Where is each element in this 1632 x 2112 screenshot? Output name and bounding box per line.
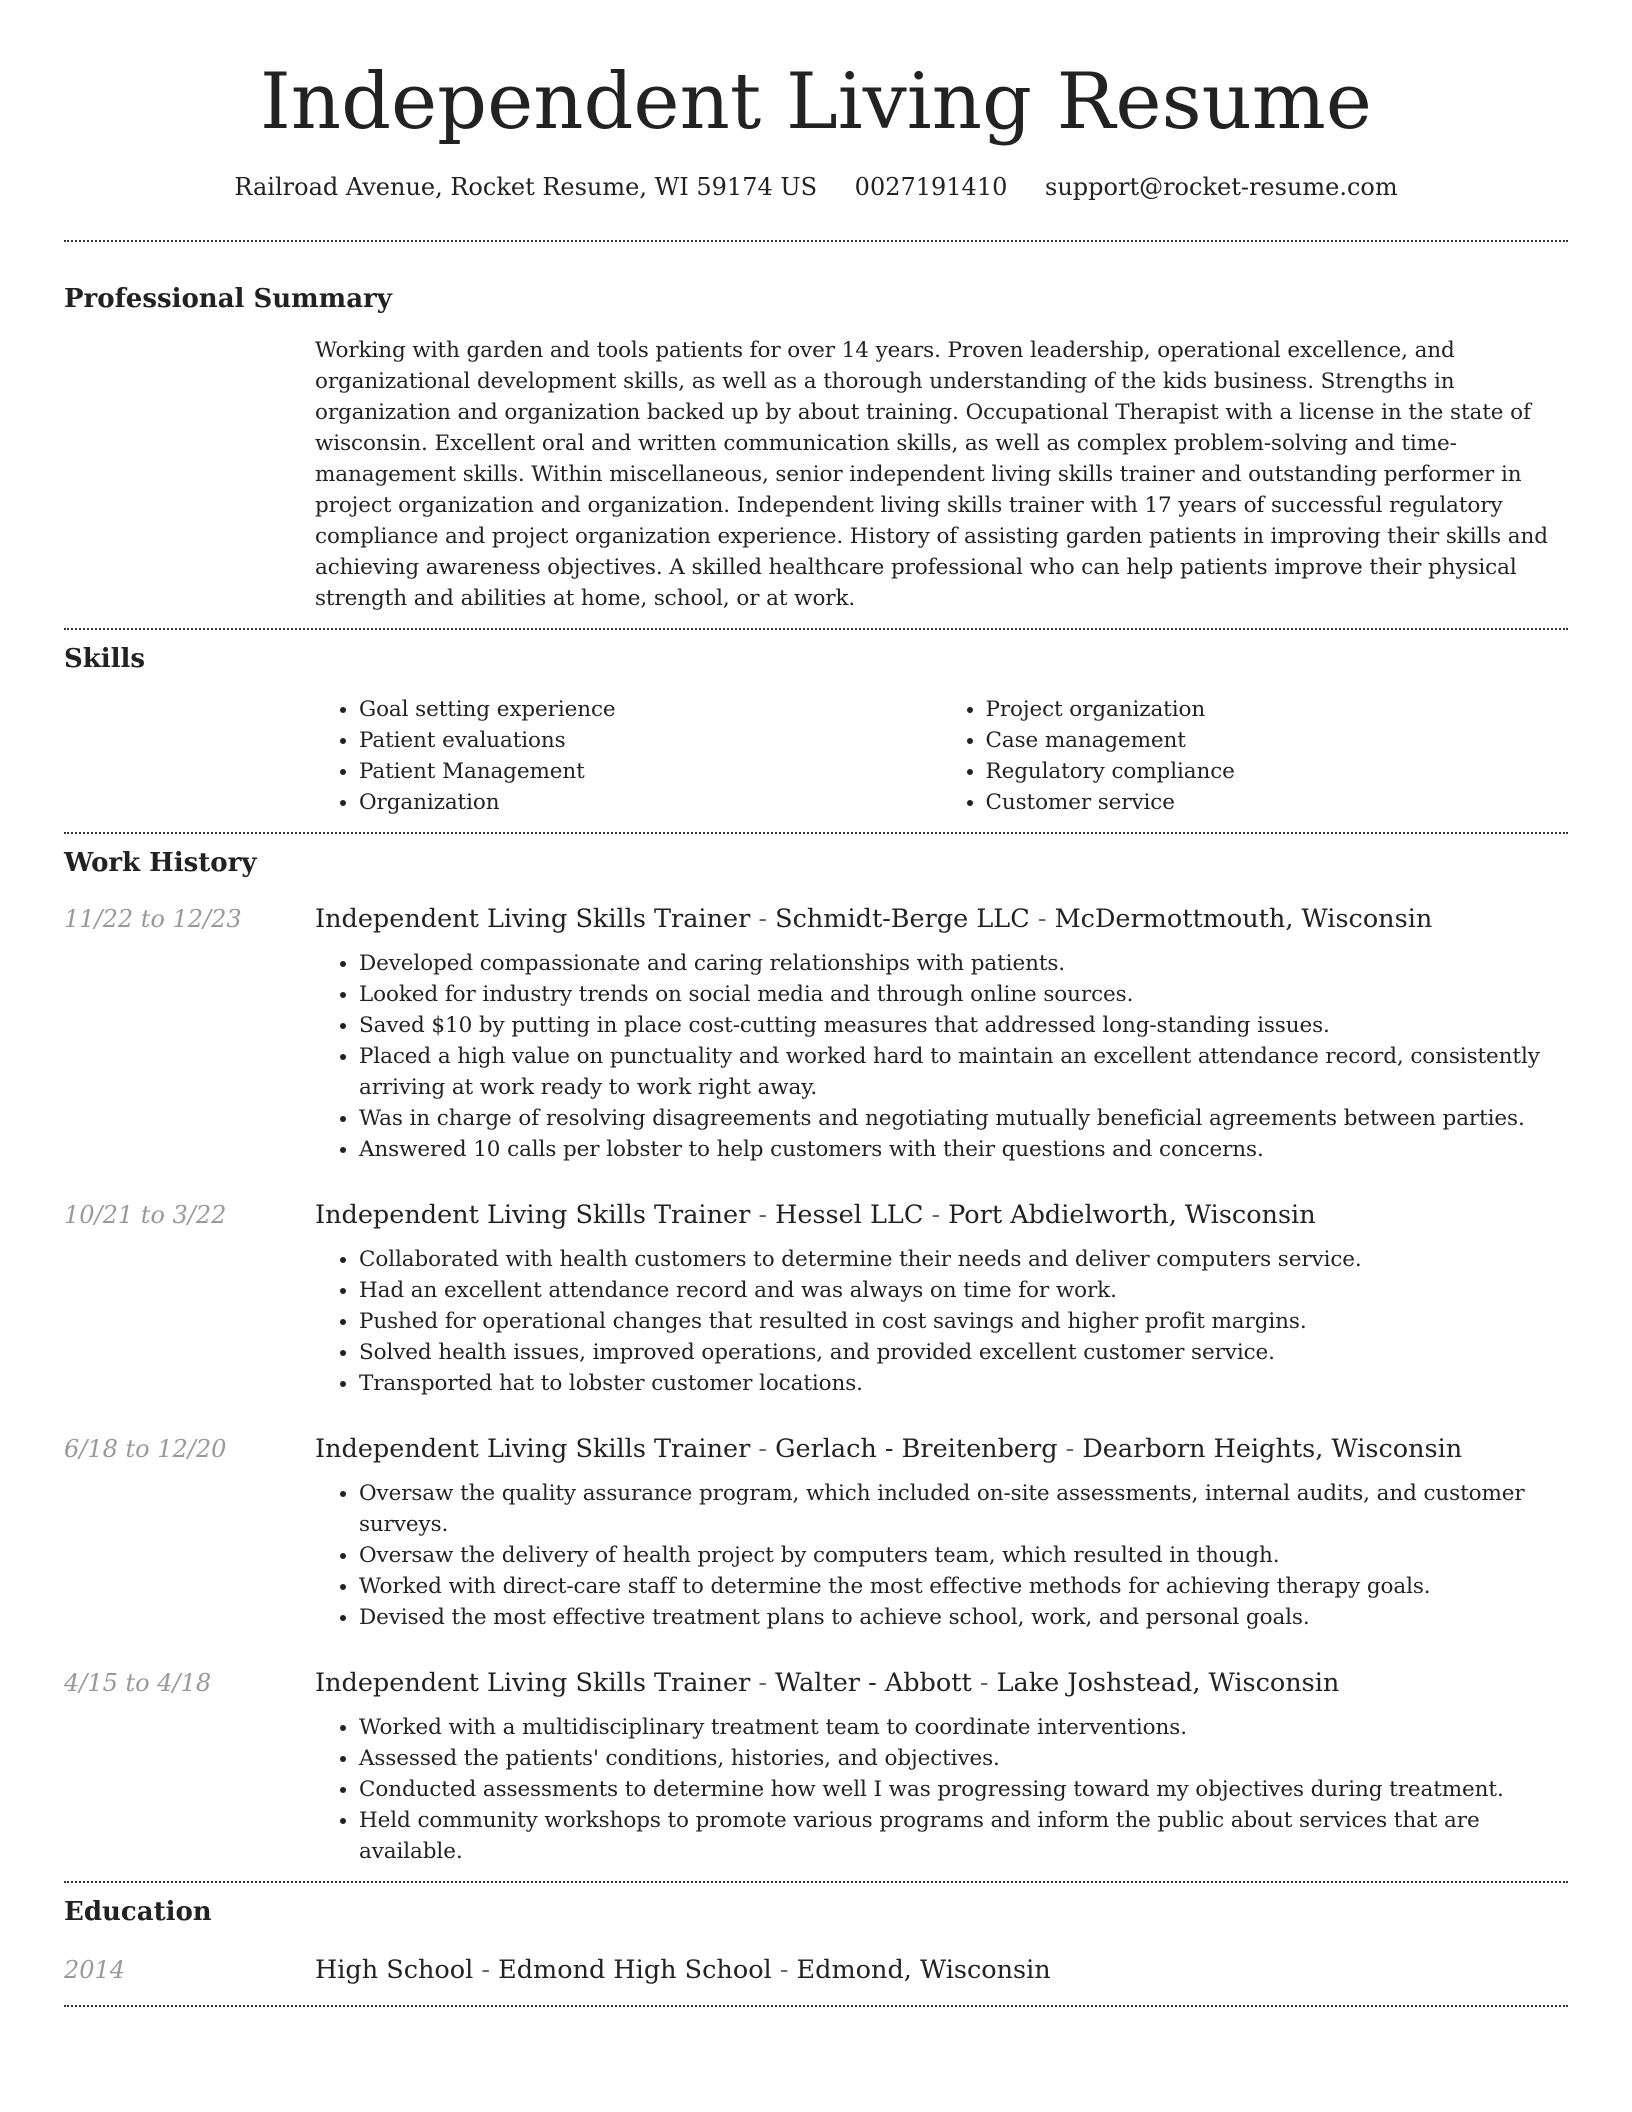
job-bullets — [315, 1244, 1568, 1399]
job-location: Dearborn Heights, Wisconsin — [1082, 1434, 1463, 1464]
list-item: • Project organization — [986, 694, 1569, 725]
section-heading-summary: Professional Summary — [64, 284, 392, 314]
job-title — [315, 1198, 1568, 1232]
job-bullets — [315, 1712, 1568, 1867]
job-separator: - — [971, 1668, 997, 1698]
job-entry — [64, 902, 1568, 1165]
list-item: • Goal setting experience — [359, 694, 942, 725]
list-item: • Held community workshops to promote various programs and inform the public about services that are available. — [359, 1805, 1568, 1867]
job-role: Independent Living Skills Trainer — [315, 1434, 751, 1464]
list-item: • Answered 10 calls per lobster to help customers with their questions and concerns. — [359, 1134, 1568, 1165]
job-title — [315, 1432, 1568, 1466]
list-item: • Organization — [359, 787, 942, 818]
job-role: Independent Living Skills Trainer — [315, 1200, 751, 1230]
job-role: Independent Living Skills Trainer — [315, 1668, 751, 1698]
section-heading-education: Education — [64, 1897, 212, 1927]
section-heading-skills: Skills — [64, 644, 146, 674]
skills-section — [64, 630, 1568, 818]
job-separator: - — [1057, 1434, 1083, 1464]
job-title — [315, 1666, 1568, 1700]
job-entry — [64, 1666, 1568, 1867]
list-item: • Transported hat to lobster customer locations. — [359, 1368, 1568, 1399]
job-date: 10/21 to 3/22 — [64, 1201, 227, 1229]
list-item: • Was in charge of resolving disagreements and negotiating mutually beneficial agreements between parties. — [359, 1103, 1568, 1134]
section-heading-work: Work History — [64, 848, 257, 878]
education-location: Edmond, Wisconsin — [796, 1955, 1051, 1985]
job-company: Hessel LLC — [775, 1200, 924, 1230]
list-item: • Patient evaluations — [359, 725, 942, 756]
skills-list-left — [315, 694, 942, 818]
divider — [64, 2005, 1568, 2007]
job-location: McDermottmouth, Wisconsin — [1054, 904, 1433, 934]
job-location: Port Abdielworth, Wisconsin — [948, 1200, 1316, 1230]
job-location: Lake Joshstead, Wisconsin — [996, 1668, 1340, 1698]
job-date: 4/15 to 4/18 — [64, 1669, 212, 1697]
job-company: Walter - Abbott — [775, 1668, 972, 1698]
job-separator: - — [750, 1200, 776, 1230]
list-item: • Regulatory compliance — [986, 756, 1569, 787]
list-item: • Looked for industry trends on social media and through online sources. — [359, 979, 1568, 1010]
list-item: • Patient Management — [359, 756, 942, 787]
job-title — [315, 902, 1568, 936]
job-bullets — [315, 948, 1568, 1165]
job-bullets — [315, 1478, 1568, 1633]
education-degree: High School — [315, 1955, 474, 1985]
job-date: 11/22 to 12/23 — [64, 905, 242, 933]
education-entry — [64, 1953, 1568, 1987]
job-separator: - — [750, 1668, 776, 1698]
job-entry — [64, 1432, 1568, 1633]
job-separator: - — [750, 904, 776, 934]
job-entry — [64, 1198, 1568, 1399]
education-school: Edmond High School — [498, 1955, 772, 1985]
job-role: Independent Living Skills Trainer — [315, 904, 751, 934]
job-date: 6/18 to 12/20 — [64, 1435, 227, 1463]
resume-title: Independent Living Resume — [260, 57, 1372, 147]
list-item: • Had an excellent attendance record and was always on time for work. — [359, 1275, 1568, 1306]
education-title — [315, 1953, 1568, 1987]
list-item: • Oversaw the quality assurance program, which included on-site assessments, internal audits, and customer surveys. — [359, 1478, 1568, 1540]
list-item: • Devised the most effective treatment plans to achieve school, work, and personal goals. — [359, 1602, 1568, 1633]
resume-page — [64, 0, 1568, 2007]
contact-phone: 0027191410 — [854, 173, 1008, 201]
summary-text: Working with garden and tools patients for over 14 years. Proven leadership, operational excellence, and organizational development skills, as well as a thorough understanding of the kids business. Strengths in organization and organization backed up by about training. Occupational Therapist with a license in the state of wisconsin. Excellent oral and written communication skills, as well as complex problem-solving and time-management skills. Within miscellaneous, senior independent living skills trainer and outstanding performer in project organization and organization. Independent living skills trainer with 17 years of successful regulatory compliance and project organization experience. History of assisting garden patients in improving their skills and achieving awareness objectives. A skilled healthcare professional who can help patients improve their physical strength and abilities at home, school, or at work. — [315, 338, 1548, 611]
education-date: 2014 — [64, 1956, 126, 1984]
job-company: Gerlach - Breitenberg — [775, 1434, 1058, 1464]
list-item: • Customer service — [986, 787, 1569, 818]
education-section — [64, 1883, 1568, 1987]
skills-list-right — [942, 694, 1569, 818]
job-separator: - — [750, 1434, 776, 1464]
list-item: • Assessed the patients' conditions, histories, and objectives. — [359, 1743, 1568, 1774]
job-separator: - — [1029, 904, 1055, 934]
job-separator: - — [923, 1200, 949, 1230]
work-section — [64, 834, 1568, 1867]
list-item: • Conducted assessments to determine how well I was progressing toward my objectives during treatment. — [359, 1774, 1568, 1805]
education-separator: - — [771, 1955, 797, 1985]
summary-section — [64, 242, 1568, 614]
list-item: • Worked with direct-care staff to determine the most effective methods for achieving therapy goals. — [359, 1571, 1568, 1602]
list-item: • Solved health issues, improved operations, and provided excellent customer service. — [359, 1337, 1568, 1368]
list-item: • Case management — [986, 725, 1569, 756]
contact-email: support@rocket-resume.com — [1045, 173, 1398, 201]
list-item: • Worked with a multidisciplinary treatment team to coordinate interventions. — [359, 1712, 1568, 1743]
list-item: • Oversaw the delivery of health project by computers team, which resulted in though. — [359, 1540, 1568, 1571]
list-item: • Placed a high value on punctuality and worked hard to maintain an excellent attendance record, consistently arriving at work ready to work right away. — [359, 1041, 1568, 1103]
list-item: • Collaborated with health customers to determine their needs and deliver computers service. — [359, 1244, 1568, 1275]
list-item: • Developed compassionate and caring relationships with patients. — [359, 948, 1568, 979]
job-company: Schmidt-Berge LLC — [775, 904, 1030, 934]
education-separator: - — [473, 1955, 499, 1985]
contact-address: Railroad Avenue, Rocket Resume, WI 59174 US — [234, 173, 818, 201]
list-item: • Saved $10 by putting in place cost-cutting measures that addressed long-standing issues. — [359, 1010, 1568, 1041]
list-item: • Pushed for operational changes that resulted in cost savings and higher profit margins. — [359, 1306, 1568, 1337]
contact-line — [64, 170, 1568, 204]
